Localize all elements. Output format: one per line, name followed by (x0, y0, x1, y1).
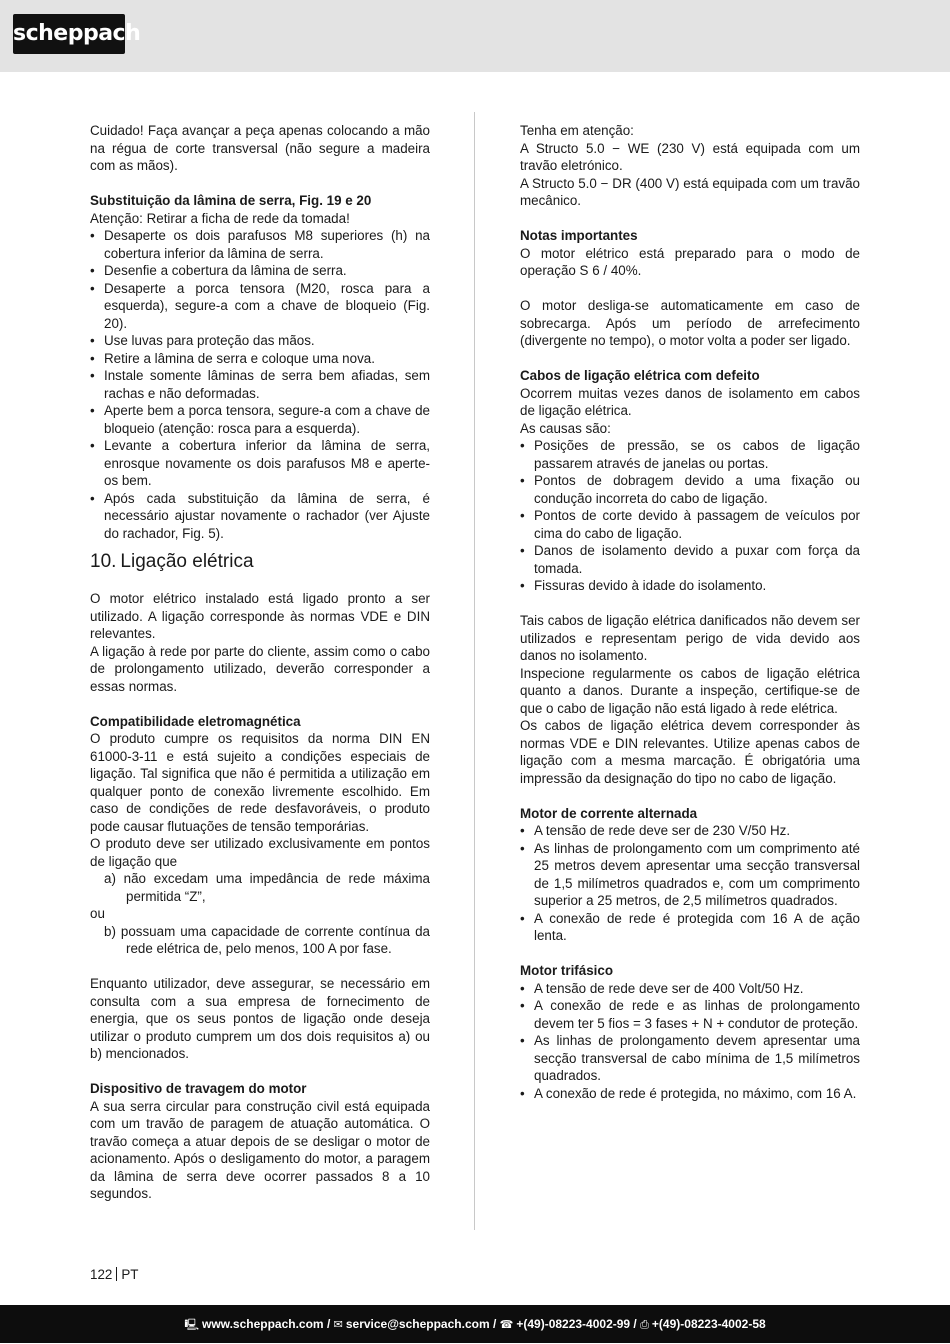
list-item: • Danos de isolamento devido a puxar com força da tomada. (520, 542, 860, 577)
page-separator (116, 1267, 117, 1281)
page-language: PT (121, 1267, 139, 1282)
emc-paragraph: O produto cumpre os requisitos da norma DIN EN 61000-3-11 e está sujeito a condições especiais de ligação. Tal significa que não é permitida a utilização em qualquer ponto de conexão livremente escolhido. Em caso de condições de rede desfavoráveis, o produto pode causar flutuações de tensão temporárias. (90, 731, 430, 834)
list-item: • Pontos de corte devido à passagem de veículos por cima do cabo de ligação. (520, 507, 860, 542)
note-line: A Structo 5.0 − DR (400 V) está equipada com um travão mecânico. (520, 175, 860, 208)
computer-icon: 🖳 (184, 1318, 200, 1331)
three-phase-heading: Motor trifásico (520, 963, 613, 978)
emc-user-paragraph: Enquanto utilizador, deve assegurar, se necessário em consulta com a sua empresa de fornecimento de energia, que os seus pontos de ligação onde deseja utilizar o produto cumprem um dos dois requisitos a) ou b) mencionados. (90, 976, 430, 1061)
footer-fax: +(49)-08223-4002-58 (651, 1317, 766, 1331)
left-column (90, 122, 430, 1203)
list-item: • Desaperte a porca tensora (M20, rosca para a esquerda), segure-a com a chave de bloqueio (Fig. 20). (90, 280, 430, 333)
emc-condition-b: b) possuam uma capacidade de corrente contínua da rede elétrica de, pelo menos, 100 A por fase. (104, 923, 430, 956)
page-header (0, 0, 950, 72)
emc-heading: Compatibilidade eletromagnética (90, 713, 301, 729)
section-number: 10. (90, 551, 117, 572)
cables-paragraph: Ocorrem muitas vezes danos de isolamento em cabos de ligação elétrica. (520, 385, 860, 418)
right-column (520, 122, 860, 1102)
page-number-value: 122 (90, 1267, 113, 1282)
brake-heading: Dispositivo de travagem do motor (90, 1081, 307, 1096)
three-phase-list (520, 980, 860, 1103)
emc-conditions-intro: O produto deve ser utilizado exclusivamente em pontos de ligação que (90, 836, 430, 869)
list-item: • Após cada substituição da lâmina de serra, é necessário ajustar novamente o rachador (ver Ajuste do rachador, Fig. 5). (90, 490, 430, 543)
electrical-intro-paragraph: O motor elétrico instalado está ligado pronto a ser utilizado. A ligação corresponde às normas VDE e DIN relevantes. (90, 591, 430, 641)
brand-logo: scheppach (13, 14, 125, 54)
causes-list (520, 437, 860, 595)
list-item: • A conexão de rede é protegida, no máximo, com 16 A. (520, 1085, 860, 1103)
note-line: Tenha em atenção: (520, 123, 634, 138)
page-number (90, 1266, 138, 1283)
list-item: • Levante a cobertura inferior da lâmina de serra, enrosque novamente os dois parafusos M8 e aperte-os bem. (90, 437, 430, 490)
causes-label: As causas são: (520, 420, 611, 436)
important-paragraph: O motor elétrico está preparado para o modo de operação S 6 / 40%. (520, 245, 860, 278)
column-divider (474, 112, 475, 1230)
list-item: • Instale somente lâminas de serra bem afiadas, sem rachas e não deformadas. (90, 367, 430, 402)
caution-paragraph: Cuidado! Faça avançar a peça apenas colocando a mão na régua de corte transversal (não segure a madeira com as mãos). (90, 123, 430, 173)
list-item: • Desenfie a cobertura da lâmina de serra. (90, 262, 430, 280)
list-item: • As linhas de prolongamento devem apresentar uma secção transversal de cabo mínima de 1,5 milímetros quadrados. (520, 1032, 860, 1085)
mail-icon: ✉ (333, 1318, 343, 1331)
list-item: • Fissuras devido à idade do isolamento. (520, 577, 860, 595)
ac-motor-heading: Motor de corrente alternada (520, 805, 698, 821)
phone-icon: ☎ (499, 1318, 514, 1331)
footer-email[interactable]: service@scheppach.com / (345, 1317, 497, 1331)
list-item: • Desaperte os dois parafusos M8 superiores (h) na cobertura inferior da lâmina de serra. (90, 227, 430, 262)
emc-or: ou (90, 906, 105, 921)
section-title (90, 550, 430, 574)
fax-icon: ⎙ (640, 1318, 649, 1331)
electrical-customer-paragraph: A ligação à rede por parte do cliente, assim como o cabo de prolongamento utilizado, deverão corresponder a essas normas. (90, 643, 430, 694)
section-title-text: Ligação elétrica (120, 551, 254, 572)
list-item: • A tensão de rede deve ser de 230 V/50 Hz. (520, 822, 860, 840)
blade-warning: Atenção: Retirar a ficha de rede da tomada! (90, 210, 350, 226)
inspection-paragraph: Inspecione regularmente os cabos de ligação elétrica quanto a danos. Durante a inspeção, certifique-se de que o cabo de ligação não está ligado à rede elétrica. (520, 665, 860, 716)
blade-heading: Substituição da lâmina de serra, Fig. 19 e 20 (90, 193, 372, 208)
important-notes-heading: Notas importantes (520, 228, 638, 243)
cable-standards-paragraph: Os cabos de ligação elétrica devem corresponder às normas VDE e DIN relevantes. Utilize apenas cabos de ligação com a mesma marcação. É obrigatória uma impressão da designação do tipo no cabo de ligação. (520, 718, 860, 786)
blade-steps-list (90, 227, 430, 542)
list-item: • Posições de pressão, se os cabos de ligação passarem através de janelas ou portas. (520, 437, 860, 472)
list-item: • A conexão de rede é protegida com 16 A de ação lenta. (520, 910, 860, 945)
list-item: • Pontos de dobragem devido a uma fixação ou condução incorreta do cabo de ligação. (520, 472, 860, 507)
list-item: • A conexão de rede e as linhas de prolongamento devem ter 5 fios = 3 fases + N + condutor de proteção. (520, 997, 860, 1032)
damaged-cables-paragraph: Tais cabos de ligação elétrica danificados não devem ser utilizados e representam perigo de vida devido aos danos no isolamento. (520, 613, 860, 663)
footer-website[interactable]: www.scheppach.com / (202, 1317, 331, 1331)
ac-motor-list (520, 822, 860, 945)
defective-cables-heading: Cabos de ligação elétrica com defeito (520, 368, 760, 383)
list-item: • A tensão de rede deve ser de 400 Volt/50 Hz. (520, 980, 860, 998)
note-line: A Structo 5.0 − WE (230 V) está equipada com um travão eletrónico. (520, 140, 860, 173)
brake-paragraph: A sua serra circular para construção civil está equipada com um travão de paragem de atuação automática. O travão começa a atuar depois de se desligar o motor de acionamento. Após o desligamento do motor, a paragem da lâmina de serra deve ocorrer passados 8 a 10 segundos. (90, 1098, 430, 1201)
page-footer (0, 1305, 950, 1343)
list-item: • Use luvas para proteção das mãos. (90, 332, 430, 350)
overload-paragraph: O motor desliga-se automaticamente em caso de sobrecarga. Após um período de arrefecimento (divergente no tempo), o motor volta a poder ser ligado. (520, 298, 860, 348)
list-item: • Aperte bem a porca tensora, segure-a com a chave de bloqueio (atenção: rosca para a esquerda). (90, 402, 430, 437)
emc-condition-a: a) não excedam uma impedância de rede máxima permitida “Z”, (104, 871, 430, 904)
list-item: • As linhas de prolongamento com um comprimento até 25 metros devem apresentar uma secção transversal de 1,5 milímetros quadrados e, com um comprimento superior a 25 metros, de 2,5 milímetros quadrados. (520, 840, 860, 910)
list-item: • Retire a lâmina de serra e coloque uma nova. (90, 350, 430, 368)
footer-phone: +(49)-08223-4002-99 / (516, 1317, 637, 1331)
